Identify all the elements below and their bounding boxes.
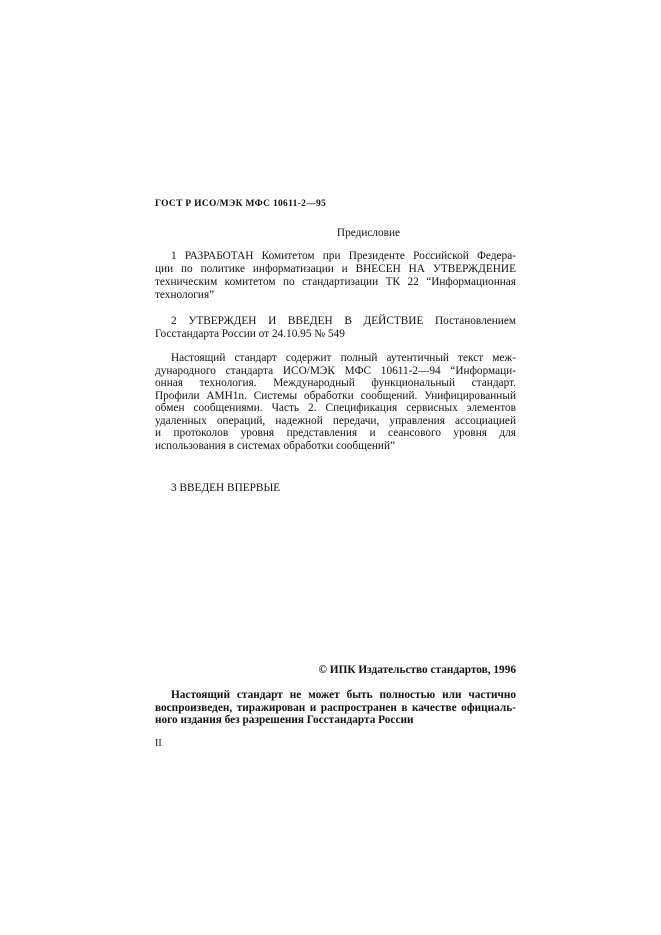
text-line: воспроизведен, тиражирован и распространен в качестве официаль- (155, 701, 516, 714)
text-line: Настоящий стандарт содержит полный аутентичный текст меж- (171, 352, 516, 364)
text-line: техническим комитетом по стандартизации ТК 22 “Информационная (155, 276, 516, 288)
text-line: Профили AMH1n. Системы обработки сообщений. Унифицированный (155, 389, 516, 402)
text-line: дународного стандарта ИСО/МЭК МФС 10611-2—94 “Информаци- (155, 364, 516, 377)
text-line: удаленных операций, надежной передачи, управления ассоциацией (155, 414, 516, 427)
page-number: II (155, 738, 162, 749)
document-header: ГОСТ Р ИСО/МЭК МФС 10611-2—95 (155, 199, 327, 209)
text-line: ции по политике информатизации и ВНЕСЕН НА УТВЕРЖДЕНИЕ (155, 263, 516, 275)
section-title: Предисловие (336, 227, 401, 239)
text-line: онная технология. Международный функциональный стандарт. (155, 377, 516, 389)
text-line: технология” (155, 289, 215, 301)
text-line: и протоколов уровня представления и сеансового уровня для (155, 427, 516, 439)
text-line: 1 РАЗРАБОТАН Комитетом при Президенте Российской Федера- (171, 250, 516, 262)
text-line: Госстандарта России от 24.10.95 № 549 (155, 328, 345, 340)
text-line: ного издания без разрешения Госстандарта России (155, 714, 414, 726)
text-line: обмен сообщениями. Часть 2. Спецификация сервисных элементов (155, 402, 516, 414)
text-line: использования в системах обработки сообщений” (155, 439, 396, 452)
text-line: Настоящий стандарт не может быть полностью или частично (171, 689, 516, 701)
text-line: 2 УТВЕРЖДЕН И ВВЕДЕН В ДЕЙСТВИЕ Постановлением (171, 315, 516, 327)
copyright: © ИПК Издательство стандартов, 1996 (318, 664, 516, 676)
paragraph-first-introduced: 3 ВВЕДЕН ВПЕРВЫЕ (171, 482, 281, 494)
